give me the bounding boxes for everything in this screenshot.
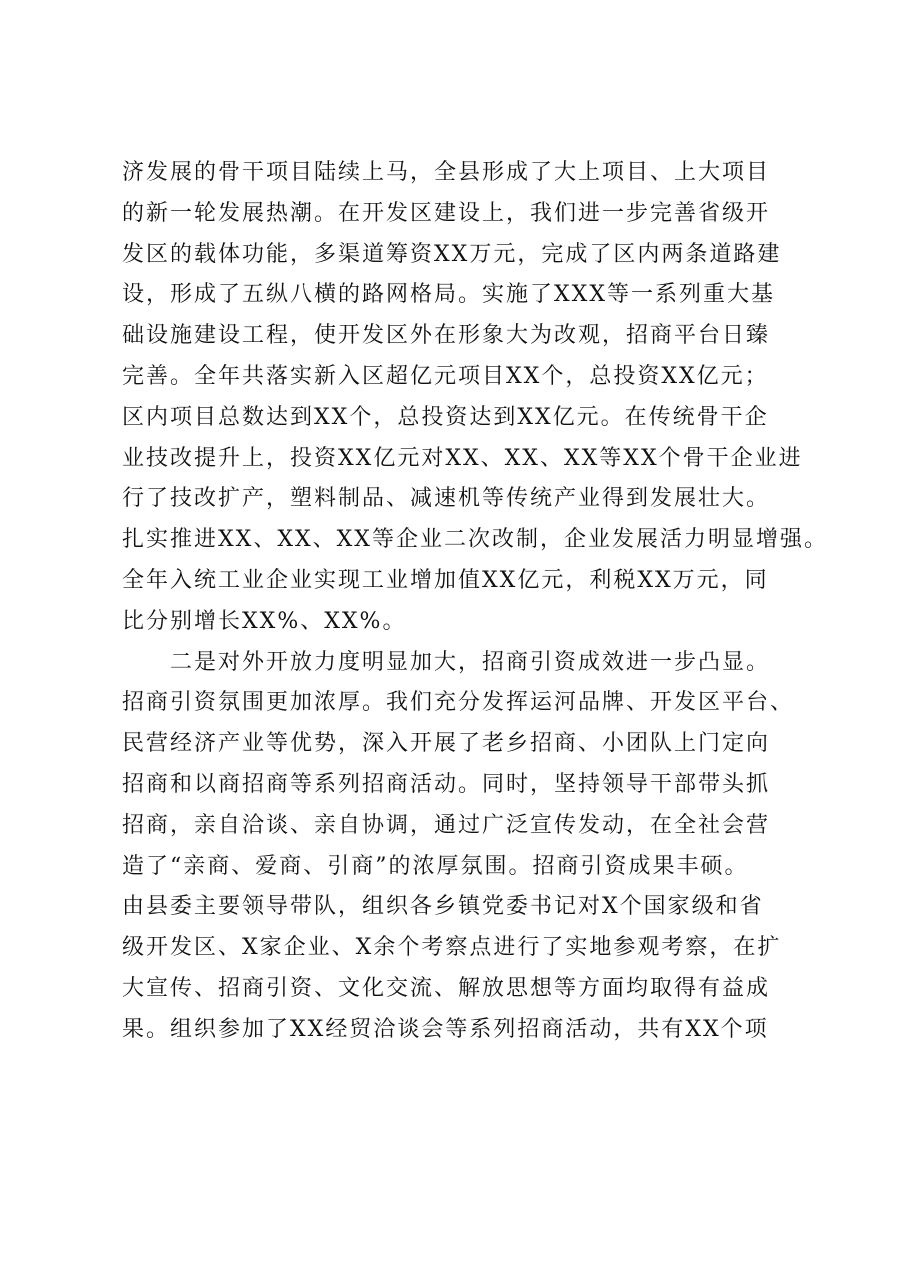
paragraph-start-line: 二是对外开放力度明显加大，招商引资成效进一步凸显。: [122, 649, 771, 675]
text-line: 扎实推进XX、XX、XX等企业二次改制，企业发展活力明显增强。: [122, 527, 828, 553]
text-line: 招商和以商招商等系列招商活动。同时，坚持领导干部带头抓: [122, 771, 771, 797]
text-line: 业技改提升上，投资XX亿元对XX、XX、XX等XX个骨干企业进: [122, 445, 803, 471]
text-line: 础设施建设工程，使开发区外在形象大为改观，招商平台日臻: [122, 323, 771, 349]
text-line: 民营经济产业等优势，深入开展了老乡招商、小团队上门定向: [122, 731, 771, 757]
text-line: 区内项目总数达到XX个，总投资达到XX亿元。在传统骨干企: [122, 404, 769, 430]
text-line: 招商，亲自洽谈、亲自协调，通过广泛宣传发动，在全社会营: [122, 812, 771, 838]
text-line: 由县委主要领导带队，组织各乡镇党委书记对X个国家级和省: [122, 894, 764, 920]
text-line: 济发展的骨干项目陆续上马，全县形成了大上项目、上大项目: [122, 160, 771, 185]
text-line: 行了技改扩产，塑料制品、减速机等传统产业得到发展壮大。: [122, 486, 771, 512]
text-line: 招商引资氛围更加浓厚。我们充分发挥运河品牌、开发区平台、: [122, 690, 795, 716]
text-line: 造了“亲商、爱商、引商”的浓厚氛围。招商引资成果丰硕。: [122, 853, 749, 879]
body-text: [122, 153, 828, 1051]
text-line: 设，形成了五纵八横的路网格局。实施了XXX等一系列重大基: [122, 282, 775, 308]
text-line: 完善。全年共落实新入区超亿元项目XX个，总投资XX亿元；: [122, 363, 769, 389]
text-line: 级开发区、X家企业、X余个考察点进行了实地参观考察，在扩: [122, 935, 782, 961]
text-line: 果。组织参加了XX经贸洽谈会等系列招商活动，共有XX个项: [122, 1016, 769, 1042]
text-line: 比分别增长XX%、XX%。: [122, 608, 407, 634]
text-line: 大宣传、招商引资、文化交流、解放思想等方面均取得有益成: [122, 975, 771, 1001]
text-line: 的新一轮发展热潮。在开发区建设上，我们进一步完善省级开: [122, 200, 771, 226]
text-line: 发区的载体功能，多渠道筹资XX万元，完成了区内两条道路建: [122, 241, 782, 267]
text-line: 全年入统工业企业实现工业增加值XX亿元，利税XX万元，同: [122, 567, 769, 593]
